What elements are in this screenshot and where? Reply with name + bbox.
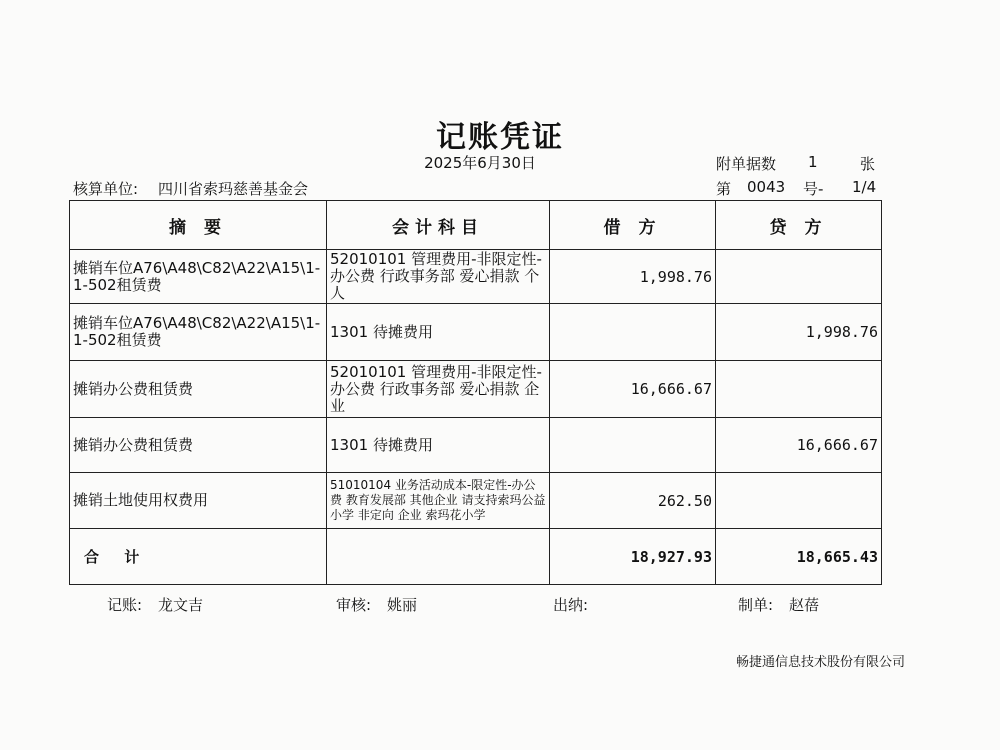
total-credit: 18,665.43 — [716, 529, 882, 585]
row-credit — [716, 473, 882, 529]
row-summary: 摊销车位A76\A48\C82\A22\A15\1-1-502租赁费 — [70, 250, 327, 304]
table-row — [70, 418, 882, 473]
table-row — [70, 361, 882, 418]
total-debit: 18,927.93 — [550, 529, 716, 585]
attachments-unit: 张 — [860, 155, 876, 173]
voucher-no-suffix: 号- — [803, 180, 824, 198]
row-credit: 1,998.76 — [716, 304, 882, 361]
row-account: 52010101 管理费用-非限定性-办公费 行政事务部 爱心捐款 个人 — [327, 250, 550, 304]
software-company: 畅捷通信息技术股份有限公司 — [736, 655, 906, 670]
row-account: 51010104 业务活动成本-限定性-办公费 教育发展部 其他企业 请支持索玛公益小学 非定向 企业 索玛花小学 — [327, 473, 550, 529]
row-summary: 摊销车位A76\A48\C82\A22\A15\1-1-502租赁费 — [70, 304, 327, 361]
total-label-text: 合 计 — [84, 548, 150, 566]
row-debit: 16,666.67 — [550, 361, 716, 418]
table-row — [70, 250, 882, 304]
row-summary: 摊销办公费租赁费 — [70, 361, 327, 418]
row-debit: 262.50 — [550, 473, 716, 529]
attachments-count: 1 — [808, 153, 818, 171]
table-header-row — [70, 201, 882, 250]
header-summary: 摘 要 — [70, 201, 327, 250]
total-label — [70, 529, 327, 585]
voucher-table — [69, 200, 882, 585]
voucher-no-prefix: 第 — [716, 180, 732, 198]
row-debit — [550, 418, 716, 473]
voucher-page: 1/4 — [852, 178, 877, 196]
voucher-title: 记账凭证 — [436, 120, 564, 155]
reviewer-name: 姚丽 — [387, 596, 418, 614]
attachments-label: 附单据数 — [716, 155, 777, 173]
row-account: 1301 待摊费用 — [327, 304, 550, 361]
accounting-unit-value: 四川省索玛慈善基金会 — [158, 180, 309, 198]
voucher-no: 0043 — [747, 178, 786, 196]
bookkeeper-label: 记账: — [107, 596, 143, 614]
header-account: 会计科目 — [327, 201, 550, 250]
row-credit — [716, 250, 882, 304]
row-credit — [716, 361, 882, 418]
row-debit — [550, 304, 716, 361]
accounting-unit-label: 核算单位: — [73, 180, 139, 198]
bookkeeper-name: 龙文吉 — [158, 596, 204, 614]
reviewer-label: 审核: — [336, 596, 372, 614]
voucher-date: 2025年6月30日 — [424, 154, 536, 172]
table-row — [70, 304, 882, 361]
row-account: 52010101 管理费用-非限定性-办公费 行政事务部 爱心捐款 企业 — [327, 361, 550, 418]
total-row — [70, 529, 882, 585]
cashier-label: 出纳: — [553, 596, 589, 614]
total-account-blank — [327, 529, 550, 585]
header-debit: 借 方 — [550, 201, 716, 250]
maker-label: 制单: — [738, 596, 774, 614]
row-debit: 1,998.76 — [550, 250, 716, 304]
row-credit: 16,666.67 — [716, 418, 882, 473]
row-account: 1301 待摊费用 — [327, 418, 550, 473]
table-row — [70, 473, 882, 529]
row-summary: 摊销办公费租赁费 — [70, 418, 327, 473]
maker-name: 赵蓓 — [789, 596, 820, 614]
header-credit: 贷 方 — [716, 201, 882, 250]
row-summary: 摊销土地使用权费用 — [70, 473, 327, 529]
